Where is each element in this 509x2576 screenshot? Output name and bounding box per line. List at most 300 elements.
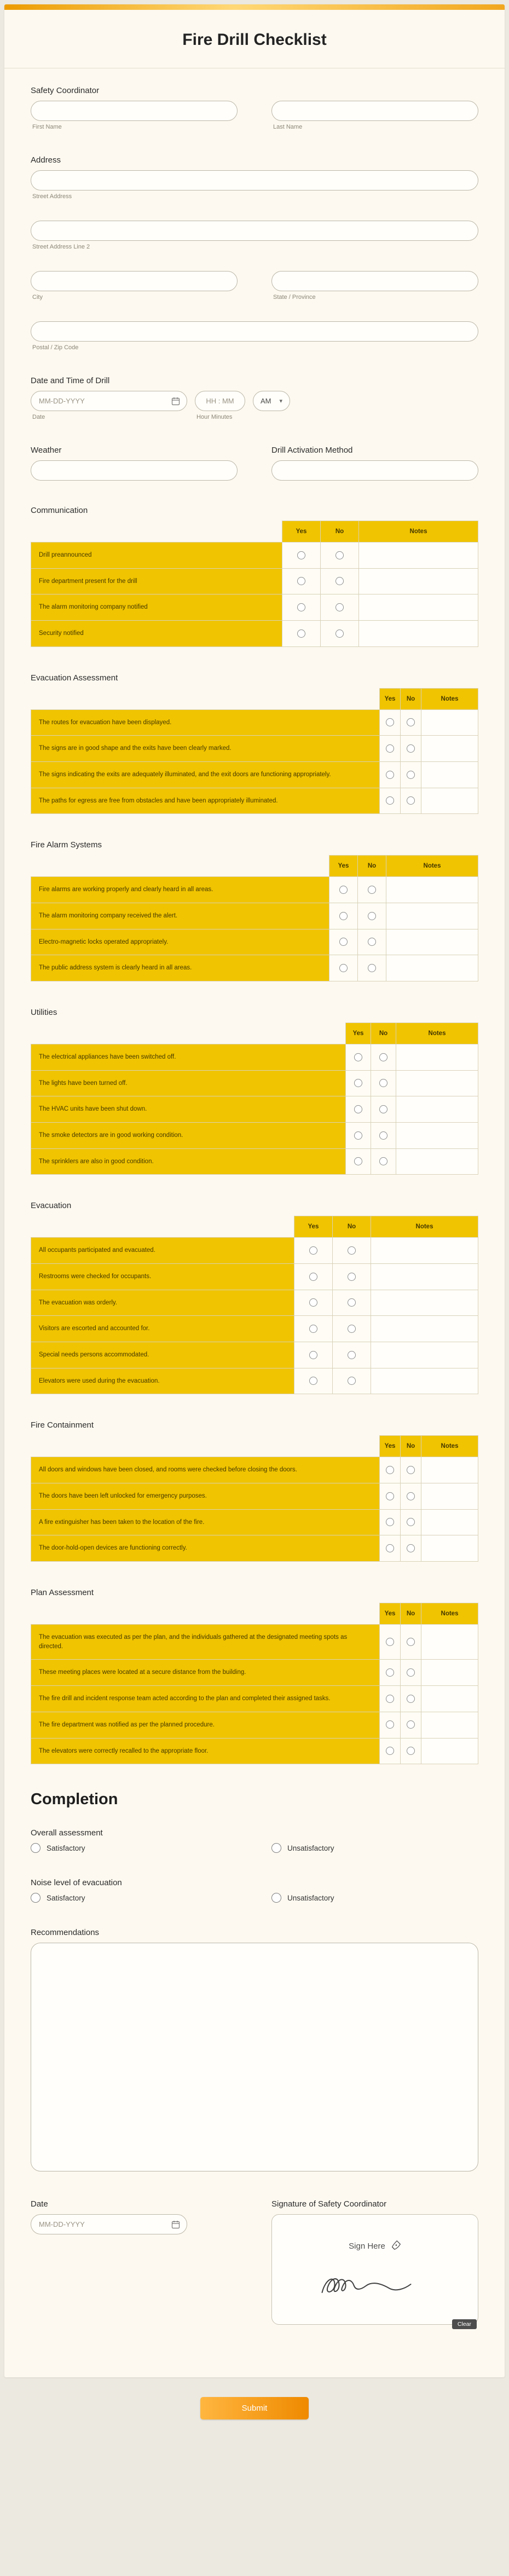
- plan-assessment-table: [31, 1603, 478, 1764]
- yes-radio-button[interactable]: [386, 1466, 394, 1474]
- matrix-question-cell: These meeting places were located at a secure distance from the building.: [31, 1660, 380, 1686]
- yes-radio-button[interactable]: [386, 1518, 394, 1526]
- yes-radio-button[interactable]: [354, 1157, 362, 1165]
- noise-satisfactory-option[interactable]: [31, 1893, 238, 1903]
- matrix-yes-cell[interactable]: [282, 568, 321, 594]
- yes-radio-button[interactable]: [309, 1377, 317, 1385]
- no-radio-button[interactable]: [407, 1638, 415, 1646]
- first-name-input[interactable]: [31, 101, 238, 121]
- radio-button[interactable]: [271, 1843, 281, 1853]
- matrix-question-cell: The sprinklers are also in good condition.: [31, 1148, 346, 1175]
- matrix-no-cell[interactable]: [371, 1096, 396, 1123]
- matrix-no-cell[interactable]: [333, 1368, 371, 1394]
- no-radio-button[interactable]: [379, 1079, 387, 1087]
- matrix-row: [31, 1368, 478, 1394]
- matrix-row: [31, 929, 478, 955]
- matrix-row: [31, 1316, 478, 1342]
- matrix-no-cell[interactable]: [401, 1625, 421, 1660]
- matrix-question-cell: The lights have been turned off.: [31, 1070, 346, 1096]
- activation-method-input[interactable]: [271, 460, 478, 481]
- no-radio-button[interactable]: [407, 796, 415, 805]
- no-radio-button[interactable]: [407, 1668, 415, 1677]
- matrix-yes-cell[interactable]: [329, 877, 358, 903]
- yes-radio-button[interactable]: [386, 744, 394, 753]
- matrix-question-cell: Elevators were used during the evacuation.: [31, 1368, 294, 1394]
- evacuation-assessment-table: [31, 688, 478, 815]
- matrix-question-cell: Security notified: [31, 621, 282, 647]
- matrix-notes-cell[interactable]: [386, 929, 478, 955]
- no-radio-button[interactable]: [407, 1720, 415, 1729]
- no-radio-button[interactable]: [336, 551, 344, 559]
- matrix-yes-cell[interactable]: [346, 1123, 371, 1149]
- matrix-row: [31, 1290, 478, 1316]
- state-input[interactable]: [271, 271, 478, 291]
- yes-radio-button[interactable]: [339, 886, 348, 894]
- matrix-no-cell[interactable]: [333, 1316, 371, 1342]
- matrix-header-yes: Yes: [346, 1023, 371, 1044]
- no-radio-button[interactable]: [336, 629, 344, 638]
- calendar-icon[interactable]: [171, 397, 180, 406]
- recommendations-textarea[interactable]: [31, 1943, 478, 2171]
- matrix-no-cell[interactable]: [321, 542, 359, 569]
- matrix-question-cell: The public address system is clearly heard in all areas.: [31, 955, 329, 981]
- yes-radio-button[interactable]: [386, 796, 394, 805]
- matrix-notes-cell[interactable]: [396, 1148, 478, 1175]
- matrix-yes-cell[interactable]: [346, 1096, 371, 1123]
- street-address-sublabel: Street Address: [32, 193, 72, 200]
- matrix-question-cell: Visitors are escorted and accounted for.: [31, 1316, 294, 1342]
- state-sublabel: State / Province: [273, 294, 316, 301]
- completion-date-input[interactable]: [31, 2214, 187, 2234]
- matrix-notes-cell[interactable]: [359, 594, 478, 621]
- yes-radio-button[interactable]: [386, 1492, 394, 1500]
- matrix-yes-cell[interactable]: [294, 1316, 333, 1342]
- matrix-notes-cell[interactable]: [386, 903, 478, 929]
- matrix-notes-cell[interactable]: [371, 1368, 478, 1394]
- matrix-no-cell[interactable]: [401, 1509, 421, 1535]
- matrix-row: [31, 1342, 478, 1368]
- matrix-question-cell: The alarm monitoring company received the alert.: [31, 903, 329, 929]
- plan-assessment-label: Plan Assessment: [31, 1588, 94, 1598]
- recommendations-label: Recommendations: [31, 1928, 100, 1938]
- matrix-corner-cell: [31, 1603, 380, 1625]
- matrix-no-cell[interactable]: [401, 762, 421, 788]
- time-sublabel: Hour Minutes: [196, 414, 233, 420]
- matrix-no-cell[interactable]: [333, 1290, 371, 1316]
- matrix-yes-cell[interactable]: [380, 1686, 401, 1712]
- matrix-header-notes: Notes: [359, 521, 478, 542]
- matrix-no-cell[interactable]: [358, 877, 386, 903]
- matrix-no-cell[interactable]: [401, 1686, 421, 1712]
- no-radio-button[interactable]: [336, 603, 344, 611]
- matrix-row: [31, 955, 478, 981]
- matrix-yes-cell[interactable]: [329, 929, 358, 955]
- postal-code-sublabel: Postal / Zip Code: [32, 344, 79, 351]
- no-radio-button[interactable]: [348, 1325, 356, 1333]
- communication-label: Communication: [31, 506, 88, 515]
- matrix-no-cell[interactable]: [371, 1148, 396, 1175]
- no-radio-button[interactable]: [368, 938, 376, 946]
- matrix-notes-cell[interactable]: [421, 1535, 478, 1562]
- sign-here-label: Sign Here: [349, 2242, 385, 2251]
- matrix-header-yes: Yes: [380, 1436, 401, 1457]
- datetime-label: Date and Time of Drill: [31, 376, 110, 385]
- form-body: [4, 68, 505, 2377]
- communication-table: [31, 521, 478, 647]
- matrix-question-cell: Drill preannounced: [31, 542, 282, 569]
- matrix-yes-cell[interactable]: [380, 1483, 401, 1510]
- matrix-yes-cell[interactable]: [294, 1238, 333, 1264]
- matrix-notes-cell[interactable]: [371, 1316, 478, 1342]
- matrix-yes-cell[interactable]: [282, 621, 321, 647]
- matrix-no-cell[interactable]: [401, 736, 421, 762]
- city-input[interactable]: [31, 271, 238, 291]
- matrix-yes-cell[interactable]: [380, 1712, 401, 1738]
- field-safety-coordinator: [31, 86, 478, 130]
- matrix-header-no: No: [333, 1216, 371, 1238]
- matrix-question-cell: The doors have been left unlocked for emergency purposes.: [31, 1483, 380, 1510]
- matrix-notes-cell[interactable]: [359, 568, 478, 594]
- matrix-row: [31, 762, 478, 788]
- matrix-no-cell[interactable]: [401, 709, 421, 736]
- matrix-corner-cell: [31, 521, 282, 542]
- matrix-notes-cell[interactable]: [421, 788, 478, 814]
- matrix-corner-cell: [31, 1216, 294, 1238]
- ampm-select[interactable]: [253, 391, 290, 411]
- option-label: Satisfactory: [47, 1893, 85, 1902]
- yes-radio-button[interactable]: [309, 1246, 317, 1255]
- matrix-notes-cell[interactable]: [421, 709, 478, 736]
- field-weather-activation: [31, 446, 478, 481]
- matrix-yes-cell[interactable]: [380, 1625, 401, 1660]
- matrix-no-cell[interactable]: [371, 1044, 396, 1071]
- utilities-table: [31, 1023, 478, 1175]
- matrix-row: [31, 1625, 478, 1660]
- matrix-row: [31, 1148, 478, 1175]
- matrix-header-yes: Yes: [329, 856, 358, 877]
- yes-radio-button[interactable]: [386, 718, 394, 726]
- matrix-yes-cell[interactable]: [329, 903, 358, 929]
- matrix-notes-cell[interactable]: [421, 1457, 478, 1483]
- yes-radio-button[interactable]: [309, 1273, 317, 1281]
- matrix-notes-cell[interactable]: [396, 1096, 478, 1123]
- noise-level-label: Noise level of evacuation: [31, 1878, 122, 1888]
- section-utilities: [31, 1008, 478, 1175]
- yes-radio-button[interactable]: [386, 1720, 394, 1729]
- matrix-yes-cell[interactable]: [294, 1342, 333, 1368]
- radio-button[interactable]: [31, 1893, 41, 1903]
- matrix-yes-cell[interactable]: [380, 1660, 401, 1686]
- matrix-yes-cell[interactable]: [329, 955, 358, 981]
- matrix-row: [31, 1044, 478, 1071]
- matrix-row: [31, 594, 478, 621]
- matrix-notes-cell[interactable]: [359, 542, 478, 569]
- matrix-question-cell: The smoke detectors are in good working condition.: [31, 1123, 346, 1149]
- matrix-yes-cell[interactable]: [380, 788, 401, 814]
- yes-radio-button[interactable]: [297, 629, 305, 638]
- drill-date-input[interactable]: [31, 391, 187, 411]
- matrix-notes-cell[interactable]: [421, 1738, 478, 1764]
- yes-radio-button[interactable]: [297, 551, 305, 559]
- no-radio-button[interactable]: [336, 577, 344, 585]
- matrix-header-row: [31, 1436, 478, 1457]
- overall-unsatisfactory-option[interactable]: [271, 1843, 478, 1853]
- matrix-question-cell: The routes for evacuation have been displayed.: [31, 709, 380, 736]
- safety-coordinator-label: Safety Coordinator: [31, 86, 100, 95]
- matrix-yes-cell[interactable]: [380, 1457, 401, 1483]
- matrix-row: [31, 1264, 478, 1290]
- yes-radio-button[interactable]: [386, 771, 394, 779]
- matrix-yes-cell[interactable]: [282, 542, 321, 569]
- signature-pad[interactable]: [271, 2214, 478, 2325]
- matrix-header-yes: Yes: [380, 688, 401, 709]
- matrix-header-notes: Notes: [421, 688, 478, 709]
- matrix-yes-cell[interactable]: [380, 1509, 401, 1535]
- matrix-no-cell[interactable]: [401, 1660, 421, 1686]
- radio-button[interactable]: [271, 1893, 281, 1903]
- matrix-yes-cell[interactable]: [294, 1368, 333, 1394]
- matrix-question-cell: All occupants participated and evacuated.: [31, 1238, 294, 1264]
- yes-radio-button[interactable]: [297, 577, 305, 585]
- field-overall-assessment: [31, 1828, 478, 1853]
- matrix-no-cell[interactable]: [333, 1264, 371, 1290]
- matrix-header-no: No: [401, 688, 421, 709]
- matrix-question-cell: Restrooms were checked for occupants.: [31, 1264, 294, 1290]
- matrix-yes-cell[interactable]: [380, 762, 401, 788]
- matrix-notes-cell[interactable]: [421, 736, 478, 762]
- matrix-header-row: [31, 688, 478, 709]
- chevron-down-icon: ▾: [279, 398, 282, 405]
- matrix-no-cell[interactable]: [358, 955, 386, 981]
- matrix-no-cell[interactable]: [321, 621, 359, 647]
- matrix-no-cell[interactable]: [401, 1535, 421, 1562]
- matrix-question-cell: Fire department present for the drill: [31, 568, 282, 594]
- matrix-no-cell[interactable]: [358, 929, 386, 955]
- no-radio-button[interactable]: [348, 1351, 356, 1359]
- signature-clear-button[interactable]: Clear: [452, 2319, 477, 2329]
- yes-radio-button[interactable]: [339, 912, 348, 920]
- matrix-notes-cell[interactable]: [421, 1686, 478, 1712]
- yes-radio-button[interactable]: [354, 1105, 362, 1113]
- no-radio-button[interactable]: [368, 886, 376, 894]
- matrix-notes-cell[interactable]: [396, 1123, 478, 1149]
- matrix-row: [31, 788, 478, 814]
- matrix-row: [31, 1660, 478, 1686]
- no-radio-button[interactable]: [348, 1246, 356, 1255]
- yes-radio-button[interactable]: [386, 1638, 394, 1646]
- last-name-sublabel: Last Name: [273, 124, 303, 130]
- matrix-row: [31, 568, 478, 594]
- matrix-notes-cell[interactable]: [421, 1483, 478, 1510]
- field-address: [31, 155, 478, 351]
- matrix-row: [31, 1509, 478, 1535]
- yes-radio-button[interactable]: [309, 1325, 317, 1333]
- matrix-yes-cell[interactable]: [346, 1148, 371, 1175]
- matrix-header-notes: Notes: [386, 856, 478, 877]
- no-radio-button[interactable]: [348, 1377, 356, 1385]
- matrix-header-no: No: [401, 1436, 421, 1457]
- matrix-yes-cell[interactable]: [380, 1738, 401, 1764]
- radio-button[interactable]: [31, 1843, 41, 1853]
- yes-radio-button[interactable]: [297, 603, 305, 611]
- no-radio-button[interactable]: [407, 1518, 415, 1526]
- matrix-question-cell: All doors and windows have been closed, and rooms were checked before closing the doors.: [31, 1457, 380, 1483]
- matrix-notes-cell[interactable]: [386, 955, 478, 981]
- matrix-notes-cell[interactable]: [371, 1264, 478, 1290]
- matrix-notes-cell[interactable]: [421, 1712, 478, 1738]
- utilities-label: Utilities: [31, 1008, 57, 1018]
- matrix-no-cell[interactable]: [321, 568, 359, 594]
- no-radio-button[interactable]: [368, 912, 376, 920]
- no-radio-button[interactable]: [379, 1157, 387, 1165]
- no-radio-button[interactable]: [379, 1053, 387, 1061]
- fire-containment-table: [31, 1435, 478, 1562]
- matrix-row: [31, 1070, 478, 1096]
- yes-radio-button[interactable]: [309, 1298, 317, 1307]
- signature-label: Signature of Safety Coordinator: [271, 2199, 387, 2209]
- no-radio-button[interactable]: [407, 1544, 415, 1552]
- matrix-yes-cell[interactable]: [294, 1264, 333, 1290]
- matrix-yes-cell[interactable]: [294, 1290, 333, 1316]
- section-fire-containment: [31, 1420, 478, 1562]
- matrix-no-cell[interactable]: [401, 1712, 421, 1738]
- yes-radio-button[interactable]: [386, 1544, 394, 1552]
- matrix-no-cell[interactable]: [333, 1342, 371, 1368]
- matrix-no-cell[interactable]: [401, 788, 421, 814]
- no-radio-button[interactable]: [407, 1747, 415, 1755]
- matrix-row: [31, 1123, 478, 1149]
- matrix-row: [31, 736, 478, 762]
- no-radio-button[interactable]: [348, 1273, 356, 1281]
- weather-input[interactable]: [31, 460, 238, 481]
- weather-label: Weather: [31, 446, 62, 455]
- activation-method-label: Drill Activation Method: [271, 446, 353, 455]
- matrix-header-row: [31, 856, 478, 877]
- no-radio-button[interactable]: [407, 718, 415, 726]
- pen-nib-icon: [391, 2240, 401, 2252]
- no-radio-button[interactable]: [368, 964, 376, 972]
- field-noise-level: [31, 1878, 478, 1903]
- matrix-question-cell: The fire drill and incident response team acted according to the plan and completed their assigned tasks.: [31, 1686, 380, 1712]
- matrix-yes-cell[interactable]: [380, 736, 401, 762]
- matrix-corner-cell: [31, 1436, 380, 1457]
- street-address2-sublabel: Street Address Line 2: [32, 244, 90, 250]
- matrix-no-cell[interactable]: [371, 1123, 396, 1149]
- section-plan-assessment: [31, 1588, 478, 1764]
- calendar-icon[interactable]: [171, 2220, 180, 2229]
- no-radio-button[interactable]: [407, 1492, 415, 1500]
- matrix-header-no: No: [401, 1603, 421, 1625]
- last-name-input[interactable]: [271, 101, 478, 121]
- address-label: Address: [31, 155, 61, 165]
- matrix-notes-cell[interactable]: [386, 877, 478, 903]
- yes-radio-button[interactable]: [386, 1695, 394, 1703]
- matrix-yes-cell[interactable]: [380, 709, 401, 736]
- evacuation-table: [31, 1216, 478, 1394]
- no-radio-button[interactable]: [348, 1298, 356, 1307]
- yes-radio-button[interactable]: [354, 1131, 362, 1140]
- matrix-header-row: [31, 1023, 478, 1044]
- matrix-question-cell: Special needs persons accommodated.: [31, 1342, 294, 1368]
- matrix-notes-cell[interactable]: [421, 1625, 478, 1660]
- matrix-header-no: No: [371, 1023, 396, 1044]
- matrix-question-cell: Fire alarms are working properly and clearly heard in all areas.: [31, 877, 329, 903]
- postal-code-input[interactable]: [31, 321, 478, 342]
- matrix-yes-cell[interactable]: [346, 1070, 371, 1096]
- no-radio-button[interactable]: [407, 1466, 415, 1474]
- matrix-notes-cell[interactable]: [396, 1044, 478, 1071]
- matrix-header-no: No: [358, 856, 386, 877]
- yes-radio-button[interactable]: [386, 1668, 394, 1677]
- matrix-notes-cell[interactable]: [359, 621, 478, 647]
- yes-radio-button[interactable]: [354, 1079, 362, 1087]
- no-radio-button[interactable]: [407, 744, 415, 753]
- matrix-notes-cell[interactable]: [371, 1238, 478, 1264]
- matrix-yes-cell[interactable]: [380, 1535, 401, 1562]
- completion-heading: Completion: [31, 1791, 118, 1809]
- no-radio-button[interactable]: [407, 1695, 415, 1703]
- no-radio-button[interactable]: [379, 1131, 387, 1140]
- field-recommendations: [31, 1928, 478, 2174]
- matrix-no-cell[interactable]: [371, 1070, 396, 1096]
- matrix-row: [31, 542, 478, 569]
- yes-radio-button[interactable]: [386, 1747, 394, 1755]
- no-radio-button[interactable]: [379, 1105, 387, 1113]
- matrix-question-cell: The evacuation was executed as per the plan, and the individuals gathered at the designated meeting spots as directed.: [31, 1625, 380, 1660]
- matrix-notes-cell[interactable]: [421, 762, 478, 788]
- matrix-notes-cell[interactable]: [371, 1290, 478, 1316]
- matrix-row: [31, 1712, 478, 1738]
- matrix-row: [31, 709, 478, 736]
- submit-area: [0, 2377, 509, 2445]
- yes-radio-button[interactable]: [339, 938, 348, 946]
- matrix-notes-cell[interactable]: [396, 1070, 478, 1096]
- noise-unsatisfactory-option[interactable]: [271, 1893, 478, 1903]
- overall-satisfactory-option[interactable]: [31, 1843, 238, 1853]
- matrix-header-notes: Notes: [421, 1436, 478, 1457]
- no-radio-button[interactable]: [407, 771, 415, 779]
- submit-button[interactable]: Submit: [200, 2397, 309, 2419]
- matrix-no-cell[interactable]: [333, 1238, 371, 1264]
- matrix-row: [31, 1238, 478, 1264]
- matrix-yes-cell[interactable]: [346, 1044, 371, 1071]
- yes-radio-button[interactable]: [354, 1053, 362, 1061]
- matrix-notes-cell[interactable]: [421, 1509, 478, 1535]
- matrix-no-cell[interactable]: [321, 594, 359, 621]
- matrix-notes-cell[interactable]: [371, 1342, 478, 1368]
- matrix-row: [31, 1457, 478, 1483]
- matrix-yes-cell[interactable]: [282, 594, 321, 621]
- drill-time-input[interactable]: [195, 391, 245, 411]
- matrix-question-cell: The signs indicating the exits are adequately illuminated, and the exit doors are functioning appropriately.: [31, 762, 380, 788]
- matrix-no-cell[interactable]: [401, 1738, 421, 1764]
- evacuation-assessment-label: Evacuation Assessment: [31, 673, 118, 683]
- yes-radio-button[interactable]: [309, 1351, 317, 1359]
- street-address-input[interactable]: [31, 170, 478, 190]
- matrix-no-cell[interactable]: [401, 1483, 421, 1510]
- section-fire-alarm-systems: [31, 840, 478, 981]
- street-address2-input[interactable]: [31, 221, 478, 241]
- matrix-no-cell[interactable]: [401, 1457, 421, 1483]
- matrix-row: [31, 621, 478, 647]
- matrix-no-cell[interactable]: [358, 903, 386, 929]
- yes-radio-button[interactable]: [339, 964, 348, 972]
- matrix-question-cell: The evacuation was orderly.: [31, 1290, 294, 1316]
- form-card: [4, 4, 505, 2377]
- matrix-corner-cell: [31, 1023, 346, 1044]
- signature-scribble-icon: [318, 2261, 422, 2304]
- matrix-notes-cell[interactable]: [421, 1660, 478, 1686]
